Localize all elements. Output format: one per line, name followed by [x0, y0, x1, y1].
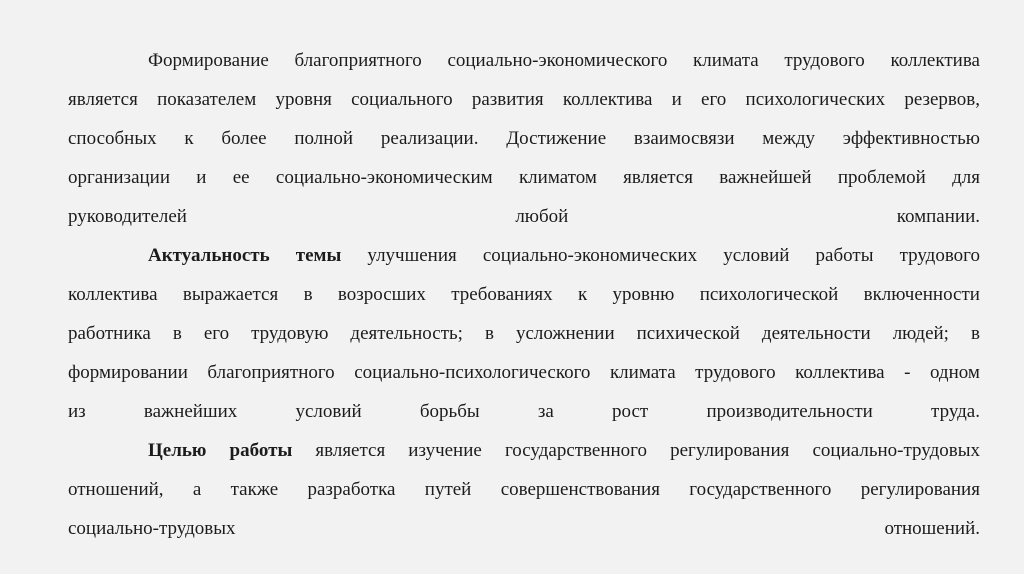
- word: способных: [68, 128, 157, 149]
- paragraph: [68, 236, 980, 431]
- word: коллектива: [68, 284, 158, 305]
- word: и: [671, 89, 682, 110]
- bold-term: Целью: [148, 440, 207, 461]
- word: социально-экономическим: [275, 167, 493, 188]
- word: социально-психологического: [354, 362, 591, 383]
- bold-term: темы: [295, 245, 342, 266]
- word: развития: [471, 89, 544, 110]
- word: трудового: [784, 50, 865, 71]
- text-line: [68, 158, 980, 197]
- word: труда.: [931, 401, 980, 422]
- word: возросших: [337, 284, 426, 305]
- text-line: [68, 431, 980, 470]
- word: коллектива: [795, 362, 885, 383]
- word: регулирования: [860, 479, 980, 500]
- word: деятельность;: [350, 323, 463, 344]
- bold-term: работы: [229, 440, 293, 461]
- word: в: [970, 323, 980, 344]
- word: в: [303, 284, 313, 305]
- word: более: [221, 128, 267, 149]
- word: взаимосвязи: [633, 128, 735, 149]
- text-line: [68, 236, 980, 275]
- word: социально-трудовых: [68, 518, 236, 539]
- text-line: [68, 119, 980, 158]
- word: его: [203, 323, 230, 344]
- word: психической: [636, 323, 740, 344]
- text-line: [68, 314, 980, 353]
- word: путей: [424, 479, 472, 500]
- word: реализации.: [380, 128, 479, 149]
- word: для: [952, 167, 980, 188]
- word: полной: [294, 128, 354, 149]
- word: социально-трудовых: [812, 440, 980, 461]
- text-line: [68, 41, 980, 80]
- word: является: [68, 89, 138, 110]
- word: климата: [693, 50, 759, 71]
- word: а: [192, 479, 202, 500]
- word: к: [577, 284, 588, 305]
- word: компании.: [896, 206, 980, 227]
- word: руководителей: [68, 206, 187, 227]
- text-line: [68, 509, 980, 548]
- word: важнейшей: [719, 167, 812, 188]
- word: трудовую: [251, 323, 329, 344]
- word: Формирование: [148, 50, 269, 71]
- word: уровню: [612, 284, 675, 305]
- word: работника: [68, 323, 151, 344]
- word: климата: [609, 362, 676, 383]
- word: организации: [68, 167, 171, 188]
- word: и: [196, 167, 207, 188]
- word: социально-экономических: [482, 245, 698, 266]
- word: за: [537, 401, 554, 422]
- word: отношений.: [884, 518, 980, 539]
- word: борьбы: [419, 401, 480, 422]
- word: резервов,: [904, 89, 980, 110]
- text-line: [68, 353, 980, 392]
- word: в: [172, 323, 182, 344]
- word: условий: [295, 401, 362, 422]
- word: -: [904, 362, 911, 383]
- word: производительности: [706, 401, 873, 422]
- text-line: [68, 392, 980, 431]
- word: улучшения: [367, 245, 457, 266]
- word: трудового: [695, 362, 776, 383]
- word: государственного: [689, 479, 832, 500]
- word: изучение: [408, 440, 482, 461]
- word: любой: [515, 206, 569, 227]
- word: его: [701, 89, 727, 110]
- word: формировании: [68, 362, 188, 383]
- word: рост: [612, 401, 649, 422]
- word: к: [184, 128, 194, 149]
- word: между: [762, 128, 816, 149]
- word: коллектива: [562, 89, 653, 110]
- word: эффективностью: [842, 128, 980, 149]
- word: регулирования: [670, 440, 790, 461]
- word: условий: [723, 245, 790, 266]
- document-text: [68, 41, 980, 548]
- word: работы: [815, 245, 874, 266]
- text-line: [68, 197, 980, 236]
- text-line: [68, 470, 980, 509]
- word: в: [484, 323, 494, 344]
- word: совершенствования: [500, 479, 660, 500]
- paragraph: [68, 41, 980, 236]
- bold-term: Актуальность: [148, 245, 270, 266]
- paragraph: [68, 431, 980, 548]
- word: является: [315, 440, 386, 461]
- word: важнейших: [143, 401, 238, 422]
- word: проблемой: [837, 167, 926, 188]
- word: благоприятного: [207, 362, 335, 383]
- word: людей;: [892, 323, 949, 344]
- word: трудового: [899, 245, 980, 266]
- text-line: [68, 275, 980, 314]
- word: деятельности: [761, 323, 871, 344]
- word: психологических: [745, 89, 886, 110]
- word: отношений,: [68, 479, 164, 500]
- word: разработка: [307, 479, 396, 500]
- word: социально-экономического: [447, 50, 668, 71]
- word: климатом: [518, 167, 597, 188]
- word: из: [68, 401, 86, 422]
- text-line: [68, 80, 980, 119]
- word: одном: [929, 362, 980, 383]
- word: выражается: [182, 284, 279, 305]
- word: усложнении: [515, 323, 615, 344]
- word: благоприятного: [294, 50, 422, 71]
- word: Достижение: [506, 128, 607, 149]
- word: требованиях: [451, 284, 553, 305]
- word: коллектива: [890, 50, 980, 71]
- word: государственного: [504, 440, 648, 461]
- word: ее: [232, 167, 250, 188]
- word: уровня: [275, 89, 332, 110]
- word: психологической: [699, 284, 839, 305]
- word: социального: [351, 89, 453, 110]
- word: также: [230, 479, 279, 500]
- word: показателем: [157, 89, 257, 110]
- word: является: [623, 167, 693, 188]
- word: включенности: [863, 284, 980, 305]
